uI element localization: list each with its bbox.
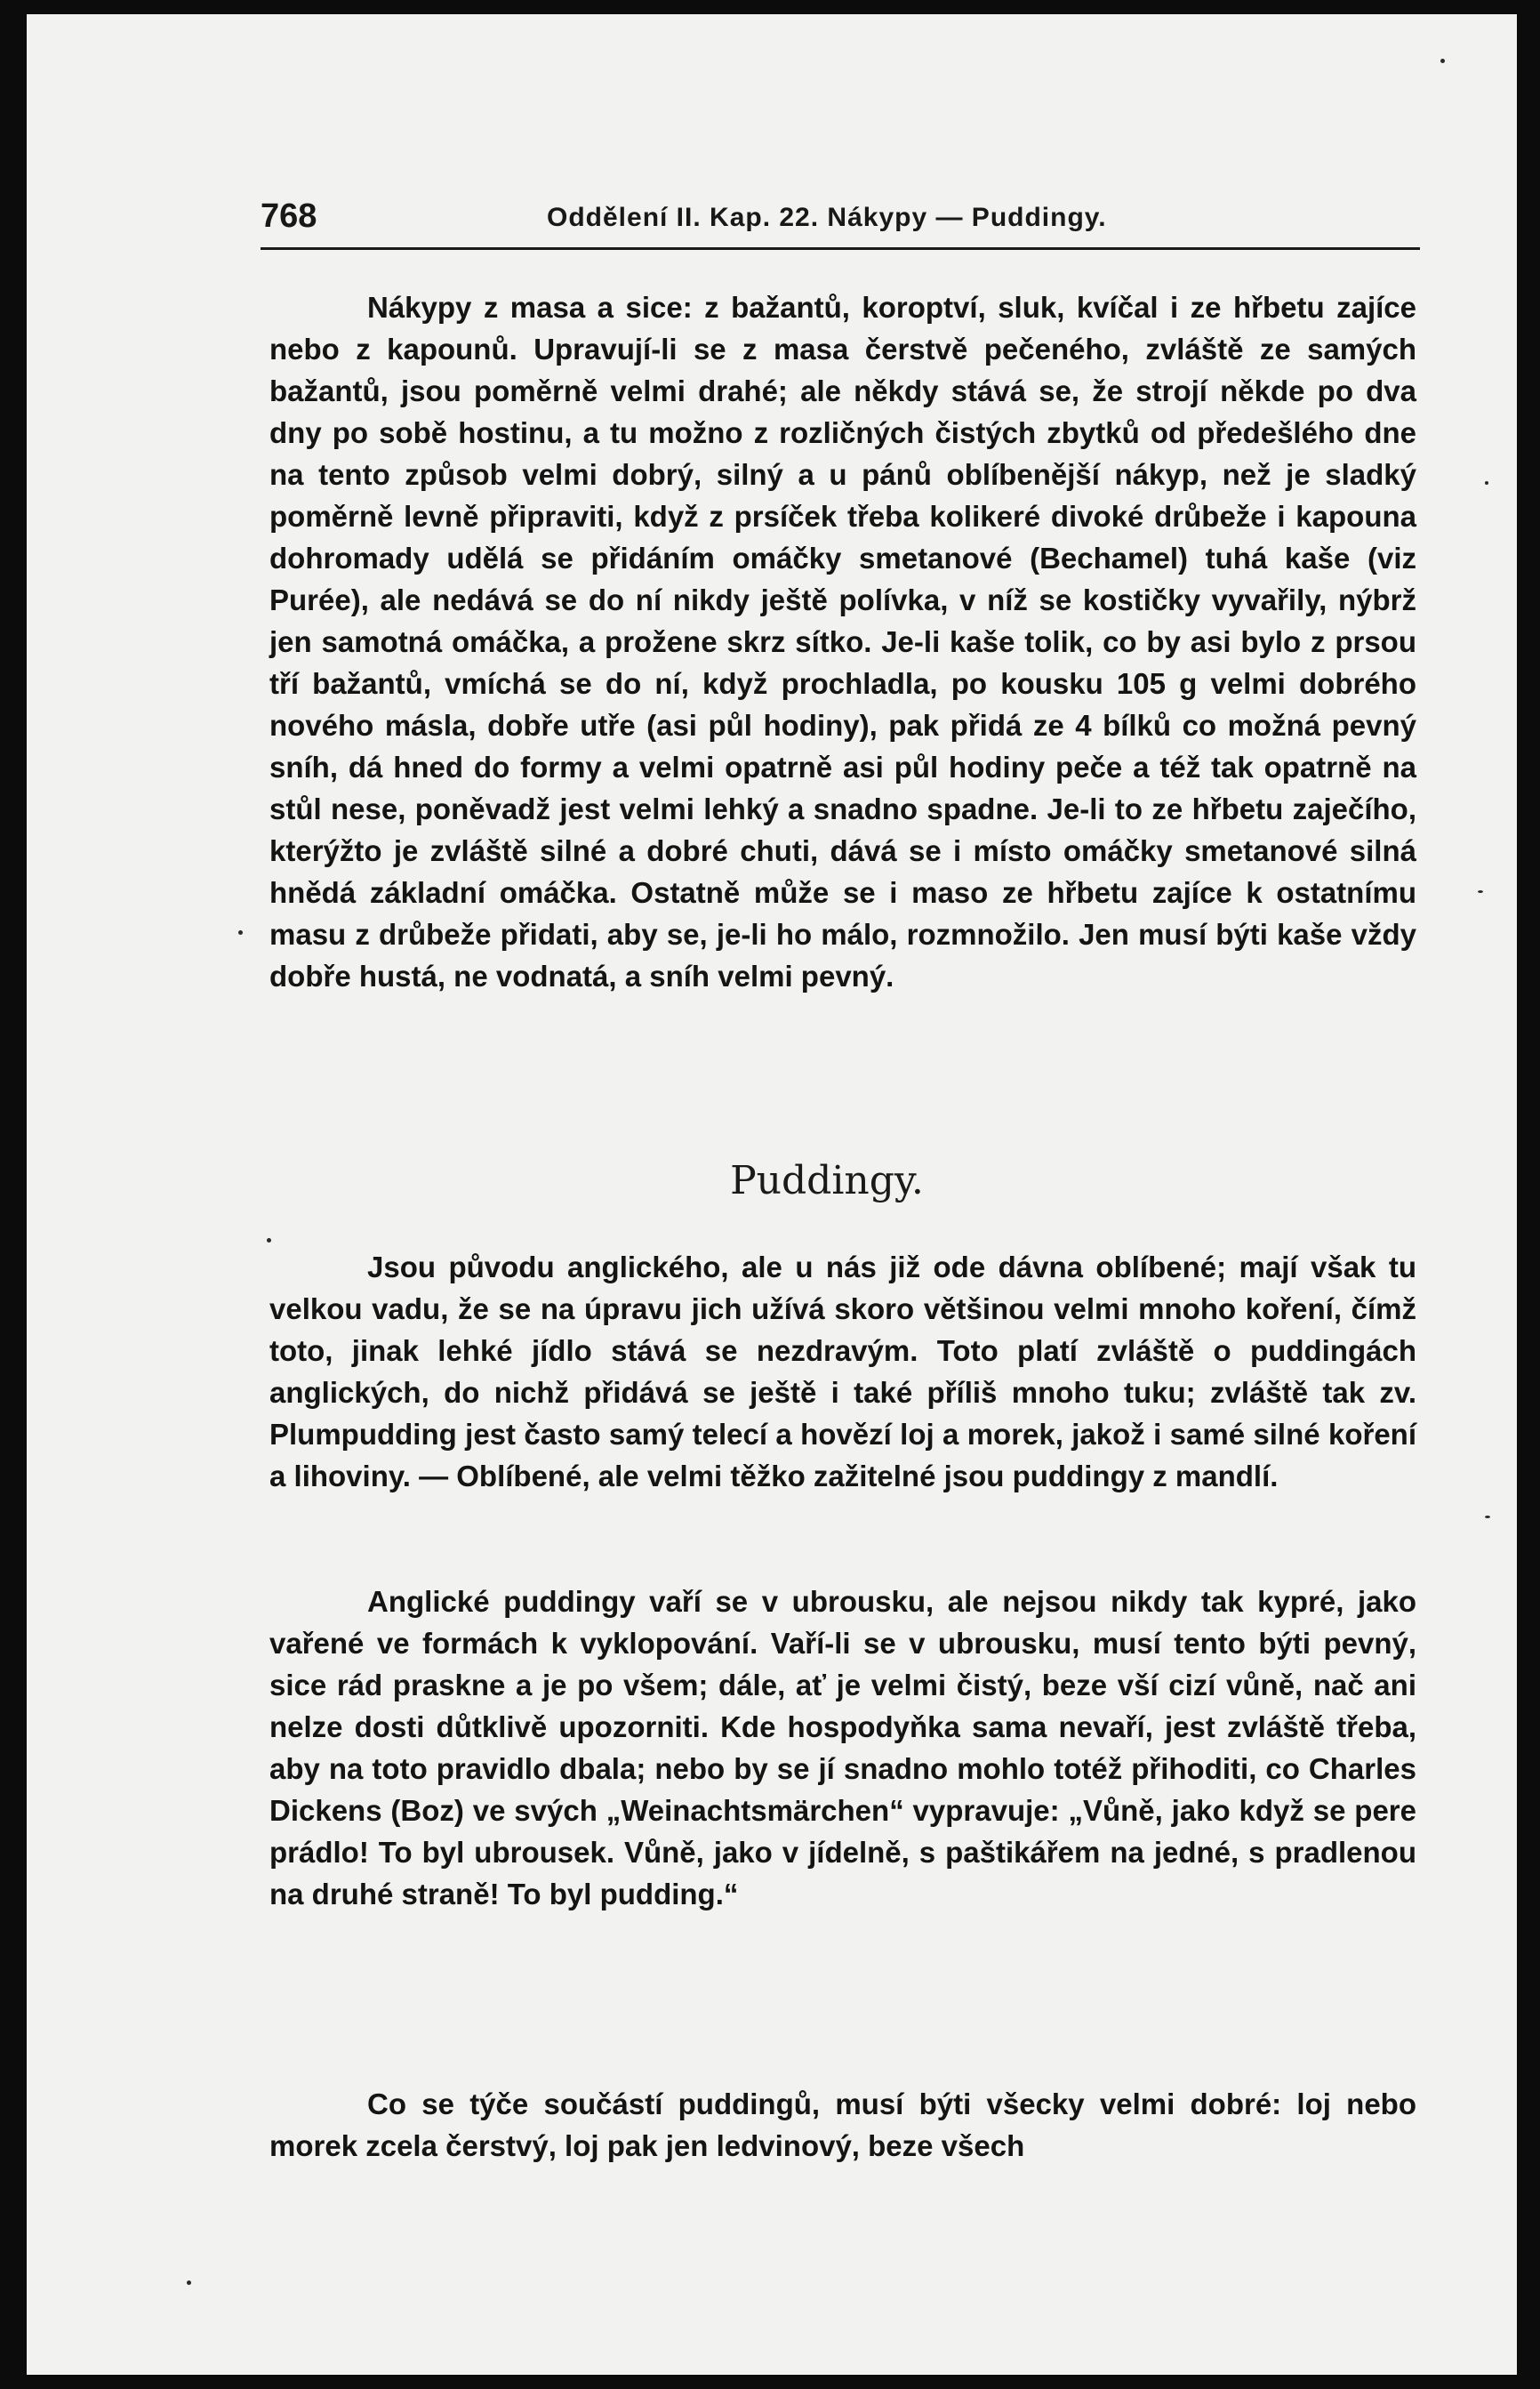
paragraph-puddingy-intro: Jsou původu anglického, ale u nás již ode dávna oblíbené; mají však tu velkou vadu, že se na úpravu jich užívá skoro většinou velmi mnoho koření, čímž toto, jinak lehké jídlo stává se nezdravým. Toto platí zvláště o puddingách anglických, do nichž přidává se ještě i také příliš mnoho tuku; zvláště tak zv. Plumpudding jest často samý telecí a hovězí loj a morek, jakož i samé silné koření a lihoviny. — Oblíbené, ale velmi těžko zažitelné jsou puddingy z mandlí. bbox=[269, 1251, 1416, 1492]
chapter-title: Oddělení II. Kap. 22. Nákypy — Puddingy. bbox=[547, 203, 1107, 232]
header-rule bbox=[261, 247, 1420, 250]
speck bbox=[187, 2280, 191, 2285]
speck bbox=[1485, 481, 1488, 485]
paragraph-nakypy-z-masa: Nákypy z masa a sice: z bažantů, koroptví, sluk, kvíčal i ze hřbetu zajíce nebo z kapounů. Upravují-li se z masa čerstvě pečeného, zvláště ze samých bažantů, jsou poměrně velmi drahé; ale někdy stává se, že strojí někde po dva dny po sobě hostinu, a tu možno z rozličných čistých zbytků od předešlého dne na tento způsob velmi dobrý, silný a u pánů oblíbenější nákyp, než je sladký poměrně levně připraviti, když z prsíček třeba kolikeré divoké drůbeže i kapouna dohromady udělá se přidáním omáčky smetanové (Bechamel) tuhá kaše (viz Purée), ale nedává se do ní nikdy ještě polívka, v níž se kostičky vyvařily, nýbrž jen samotná omáčka, a prožene skrz sítko. Je-li kaše tolik, co by asi bylo z prsou tří bažantů, vmíchá se do ní, když prochladla, po kousku 105 g velmi dobrého nového másla, dobře utře (asi půl hodiny), pak přidá ze 4 bílků co možná pevný sníh, dá hned do formy a velmi opatrně asi půl hodiny peče a též tak opatrně na stůl nese, poněvadž jest velmi lehký a snadno spadne. Je-li to ze hřbetu zaječího, kterýžto je zvláště silné a dobré chuti, dává se i místo omáčky smetanové silná hnědá základní omáčka. Ostatně může se i maso ze hřbetu zajíce k ostatnímu masu z drůbeže přidati, aby se, je-li ho málo, rozmnožilo. Jen musí býti kaše vždy dobře hustá, ne vodnatá, a sníh velmi pevný. bbox=[269, 291, 1416, 993]
page-number: 768 bbox=[261, 197, 317, 235]
running-header bbox=[261, 197, 1418, 242]
speck bbox=[1485, 1516, 1490, 1518]
speck bbox=[1478, 890, 1483, 893]
speck bbox=[267, 1238, 271, 1243]
paragraph-anglicke-puddingy: Anglické puddingy vaří se v ubrousku, ale nejsou nikdy tak kypré, jako vařené ve formách k vyklopování. Vaří-li se v ubrousku, musí tento býti pevný, sice rád praskne a je po všem; dále, ať je velmi čistý, beze vší cizí vůně, nač ani nelze dosti důtklivě upozorniti. Kde hospodyňka sama nevaří, jest zvláště třeba, aby na toto pravidlo dbala; nebo by se jí snadno mohlo totéž přihoditi, co Charles Dickens (Boz) ve svých „Weinachtsmärchen“ vypravuje: „Vůně, jako když se pere prádlo! To byl ubrousek. Vůně, jako v jídelně, s paštikářem na jedné, s pradlenou na druhé straně! To byl pudding.“ bbox=[269, 1585, 1416, 1910]
speck bbox=[1440, 59, 1445, 63]
paragraph-soucasti-puddingu: Co se týče součástí puddingů, musí býti všecky velmi dobré: loj nebo morek zcela čerstvý, loj pak jen ledvinový, beze všech bbox=[269, 2087, 1416, 2162]
section-heading: Puddingy. bbox=[730, 1158, 924, 1203]
speck bbox=[238, 930, 243, 935]
